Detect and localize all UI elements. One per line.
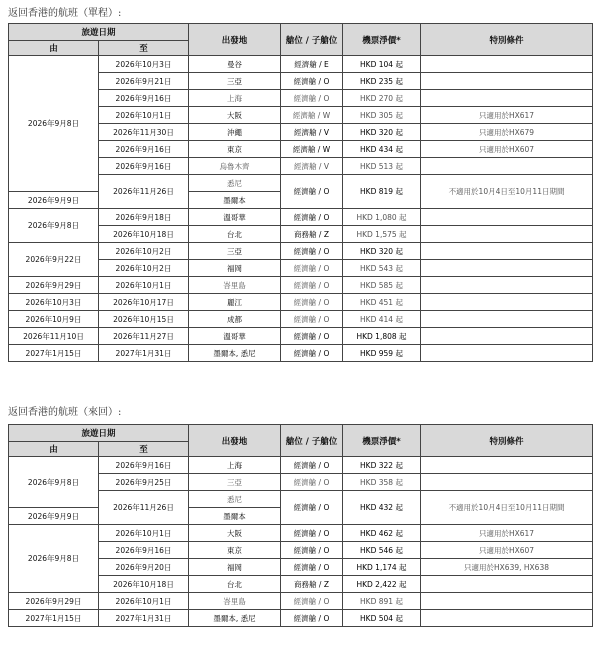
- to-date-cell: 2026年9月25日: [99, 474, 189, 491]
- fare-cell: HKD 2,422 起: [343, 576, 421, 593]
- fare-cell: HKD 320 起: [343, 124, 421, 141]
- fare-cell: HKD 434 起: [343, 141, 421, 158]
- to-date-cell: 2026年9月16日: [99, 141, 189, 158]
- from-date-cell: 2026年9月29日: [9, 277, 99, 294]
- to-date-cell: 2026年10月15日: [99, 311, 189, 328]
- fare-header: 機票淨價*: [343, 425, 421, 457]
- condition-cell: 只適用於HX617: [421, 525, 593, 542]
- fare-cell: HKD 1,575 起: [343, 226, 421, 243]
- condition-cell: 只適用於HX617: [421, 107, 593, 124]
- origin-cell: 沖繩: [189, 124, 281, 141]
- origin-cell: 上海: [189, 457, 281, 474]
- cabin-cell: 經濟艙 / O: [281, 610, 343, 627]
- from-date-cell: 2026年10月3日: [9, 294, 99, 311]
- travel-date-header: 旅遊日期: [9, 24, 189, 41]
- fare-cell: HKD 1,174 起: [343, 559, 421, 576]
- condition-cell: [421, 457, 593, 474]
- cabin-cell: 經濟艙 / W: [281, 141, 343, 158]
- origin-cell: 台北: [189, 226, 281, 243]
- fare-cell: HKD 270 起: [343, 90, 421, 107]
- table-row: [9, 525, 593, 542]
- fare-cell: HKD 513 起: [343, 158, 421, 175]
- from-date-cell: 2026年9月22日: [9, 243, 99, 277]
- to-header: 至: [99, 442, 189, 457]
- origin-cell: 東京: [189, 141, 281, 158]
- fare-cell: HKD 819 起: [343, 175, 421, 209]
- cabin-cell: 經濟艙 / O: [281, 542, 343, 559]
- origin-cell: 烏魯木齊: [189, 158, 281, 175]
- origin-cell: 成都: [189, 311, 281, 328]
- condition-cell: 只適用於HX607: [421, 542, 593, 559]
- cabin-cell: 經濟艙 / V: [281, 124, 343, 141]
- fare-cell: HKD 546 起: [343, 542, 421, 559]
- fare-cell: HKD 959 起: [343, 345, 421, 362]
- oneway-fare-table: [8, 23, 593, 362]
- condition-cell: 只適用於HX607: [421, 141, 593, 158]
- fare-cell: HKD 462 起: [343, 525, 421, 542]
- to-date-cell: 2027年1月31日: [99, 610, 189, 627]
- from-date-cell: 2026年11月10日: [9, 328, 99, 345]
- cabin-cell: 經濟艙 / O: [281, 277, 343, 294]
- fare-header: 機票淨價*: [343, 24, 421, 56]
- origin-cell: 溫哥華: [189, 209, 281, 226]
- travel-date-header: 旅遊日期: [9, 425, 189, 442]
- table-row: [9, 593, 593, 610]
- to-date-cell: 2026年9月21日: [99, 73, 189, 90]
- cabin-cell: 經濟艙 / O: [281, 457, 343, 474]
- origin-cell: 上海: [189, 90, 281, 107]
- table-row: [9, 243, 593, 260]
- to-date-cell: 2026年10月1日: [99, 107, 189, 124]
- origin-cell: 台北: [189, 576, 281, 593]
- from-header: 由: [9, 442, 99, 457]
- table-row: [9, 209, 593, 226]
- from-date-cell: 2026年9月9日: [9, 508, 99, 525]
- condition-cell: 只適用於HX639, HX638: [421, 559, 593, 576]
- to-date-cell: 2026年10月3日: [99, 56, 189, 73]
- condition-cell: [421, 56, 593, 73]
- fare-cell: HKD 235 起: [343, 73, 421, 90]
- condition-cell: [421, 90, 593, 107]
- origin-cell: 峇里島: [189, 593, 281, 610]
- fare-cell: HKD 432 起: [343, 491, 421, 525]
- from-date-cell: 2026年9月8日: [9, 209, 99, 243]
- from-date-cell: 2027年1月15日: [9, 610, 99, 627]
- to-date-cell: 2026年10月1日: [99, 277, 189, 294]
- cabin-cell: 經濟艙 / O: [281, 593, 343, 610]
- origin-cell: 曼谷: [189, 56, 281, 73]
- to-date-cell: 2026年9月20日: [99, 559, 189, 576]
- cabin-cell: 商務艙 / Z: [281, 576, 343, 593]
- fare-cell: HKD 543 起: [343, 260, 421, 277]
- origin-cell: 麗江: [189, 294, 281, 311]
- from-date-cell: 2026年9月8日: [9, 56, 99, 192]
- to-date-cell: 2026年10月18日: [99, 226, 189, 243]
- to-date-cell: 2026年9月16日: [99, 457, 189, 474]
- condition-cell: [421, 576, 593, 593]
- condition-cell: 只適用於HX679: [421, 124, 593, 141]
- cabin-cell: 經濟艙 / O: [281, 294, 343, 311]
- condition-cell: [421, 73, 593, 90]
- to-date-cell: 2026年10月1日: [99, 593, 189, 610]
- cabin-cell: 經濟艙 / W: [281, 107, 343, 124]
- origin-cell: 三亞: [189, 73, 281, 90]
- fare-cell: HKD 104 起: [343, 56, 421, 73]
- condition-cell: [421, 328, 593, 345]
- roundtrip-fare-table: [8, 424, 593, 627]
- cabin-cell: 經濟艙 / O: [281, 260, 343, 277]
- roundtrip-section-title: 返回香港的航班（來回）:: [8, 407, 122, 418]
- fare-cell: HKD 414 起: [343, 311, 421, 328]
- to-date-cell: 2026年10月18日: [99, 576, 189, 593]
- cabin-cell: 經濟艙 / O: [281, 73, 343, 90]
- from-header: 由: [9, 41, 99, 56]
- origin-cell: 東京: [189, 542, 281, 559]
- origin-header: 出發地: [189, 24, 281, 56]
- table-row: [9, 277, 593, 294]
- from-date-cell: 2026年9月8日: [9, 457, 99, 508]
- from-date-cell: 2026年9月8日: [9, 525, 99, 593]
- cabin-cell: 經濟艙 / V: [281, 158, 343, 175]
- cabin-cell: 經濟艙 / O: [281, 209, 343, 226]
- conditions-header: 特別條件: [421, 425, 593, 457]
- to-date-cell: 2026年9月18日: [99, 209, 189, 226]
- fare-cell: HKD 305 起: [343, 107, 421, 124]
- oneway-section-title: 返回香港的航班（單程）:: [8, 8, 122, 19]
- condition-cell: [421, 277, 593, 294]
- to-date-cell: 2026年10月1日: [99, 525, 189, 542]
- cabin-cell: 經濟艙 / O: [281, 90, 343, 107]
- origin-cell: 悉尼: [189, 175, 281, 192]
- fare-cell: HKD 322 起: [343, 457, 421, 474]
- condition-cell: [421, 610, 593, 627]
- condition-cell: [421, 294, 593, 311]
- fare-cell: HKD 1,808 起: [343, 328, 421, 345]
- fare-cell: HKD 1,080 起: [343, 209, 421, 226]
- fare-cell: HKD 504 起: [343, 610, 421, 627]
- cabin-cell: 經濟艙 / O: [281, 559, 343, 576]
- to-date-cell: 2027年1月31日: [99, 345, 189, 362]
- cabin-header: 艙位 / 子艙位: [281, 24, 343, 56]
- to-date-cell: 2026年11月30日: [99, 124, 189, 141]
- cabin-cell: 經濟艙 / O: [281, 474, 343, 491]
- condition-cell: 不適用於10月4日至10月11日期間: [421, 491, 593, 525]
- to-date-cell: 2026年10月17日: [99, 294, 189, 311]
- cabin-cell: 經濟艙 / O: [281, 328, 343, 345]
- origin-cell: 墨爾本, 悉尼: [189, 345, 281, 362]
- table-row: [9, 457, 593, 474]
- condition-cell: [421, 474, 593, 491]
- table-row: [9, 294, 593, 311]
- origin-cell: 墨爾本: [189, 192, 281, 209]
- origin-cell: 墨爾本, 悉尼: [189, 610, 281, 627]
- origin-cell: 大阪: [189, 107, 281, 124]
- origin-cell: 三亞: [189, 474, 281, 491]
- table-row: [9, 328, 593, 345]
- cabin-cell: 經濟艙 / O: [281, 175, 343, 209]
- cabin-cell: 經濟艙 / E: [281, 56, 343, 73]
- origin-cell: 溫哥華: [189, 328, 281, 345]
- origin-cell: 三亞: [189, 243, 281, 260]
- fare-cell: HKD 358 起: [343, 474, 421, 491]
- fare-cell: HKD 891 起: [343, 593, 421, 610]
- fare-cell: HKD 585 起: [343, 277, 421, 294]
- condition-cell: [421, 260, 593, 277]
- condition-cell: [421, 311, 593, 328]
- cabin-cell: 經濟艙 / O: [281, 345, 343, 362]
- to-date-cell: 2026年9月16日: [99, 158, 189, 175]
- to-date-cell: 2026年10月2日: [99, 243, 189, 260]
- origin-cell: 悉尼: [189, 491, 281, 508]
- origin-cell: 大阪: [189, 525, 281, 542]
- cabin-cell: 經濟艙 / O: [281, 491, 343, 525]
- from-date-cell: 2026年10月9日: [9, 311, 99, 328]
- condition-cell: [421, 345, 593, 362]
- table-row: [9, 56, 593, 73]
- cabin-header: 艙位 / 子艙位: [281, 425, 343, 457]
- condition-cell: [421, 593, 593, 610]
- fare-cell: HKD 451 起: [343, 294, 421, 311]
- from-date-cell: 2026年9月29日: [9, 593, 99, 610]
- origin-cell: 墨爾本: [189, 508, 281, 525]
- to-header: 至: [99, 41, 189, 56]
- condition-cell: [421, 243, 593, 260]
- to-date-cell: 2026年9月16日: [99, 542, 189, 559]
- condition-cell: 不適用於10月4日至10月11日期間: [421, 175, 593, 209]
- cabin-cell: 經濟艙 / O: [281, 525, 343, 542]
- to-date-cell: 2026年10月2日: [99, 260, 189, 277]
- conditions-header: 特別條件: [421, 24, 593, 56]
- cabin-cell: 經濟艙 / O: [281, 311, 343, 328]
- to-date-cell: 2026年11月26日: [99, 491, 189, 525]
- table-row: [9, 610, 593, 627]
- to-date-cell: 2026年11月26日: [99, 175, 189, 209]
- condition-cell: [421, 158, 593, 175]
- cabin-cell: 商務艙 / Z: [281, 226, 343, 243]
- origin-cell: 福岡: [189, 260, 281, 277]
- origin-cell: 峇里島: [189, 277, 281, 294]
- cabin-cell: 經濟艙 / O: [281, 243, 343, 260]
- origin-cell: 福岡: [189, 559, 281, 576]
- condition-cell: [421, 209, 593, 226]
- origin-header: 出發地: [189, 425, 281, 457]
- condition-cell: [421, 226, 593, 243]
- table-row: [9, 345, 593, 362]
- fare-cell: HKD 320 起: [343, 243, 421, 260]
- to-date-cell: 2026年9月16日: [99, 90, 189, 107]
- table-row: [9, 311, 593, 328]
- to-date-cell: 2026年11月27日: [99, 328, 189, 345]
- from-date-cell: 2027年1月15日: [9, 345, 99, 362]
- from-date-cell: 2026年9月9日: [9, 192, 99, 209]
